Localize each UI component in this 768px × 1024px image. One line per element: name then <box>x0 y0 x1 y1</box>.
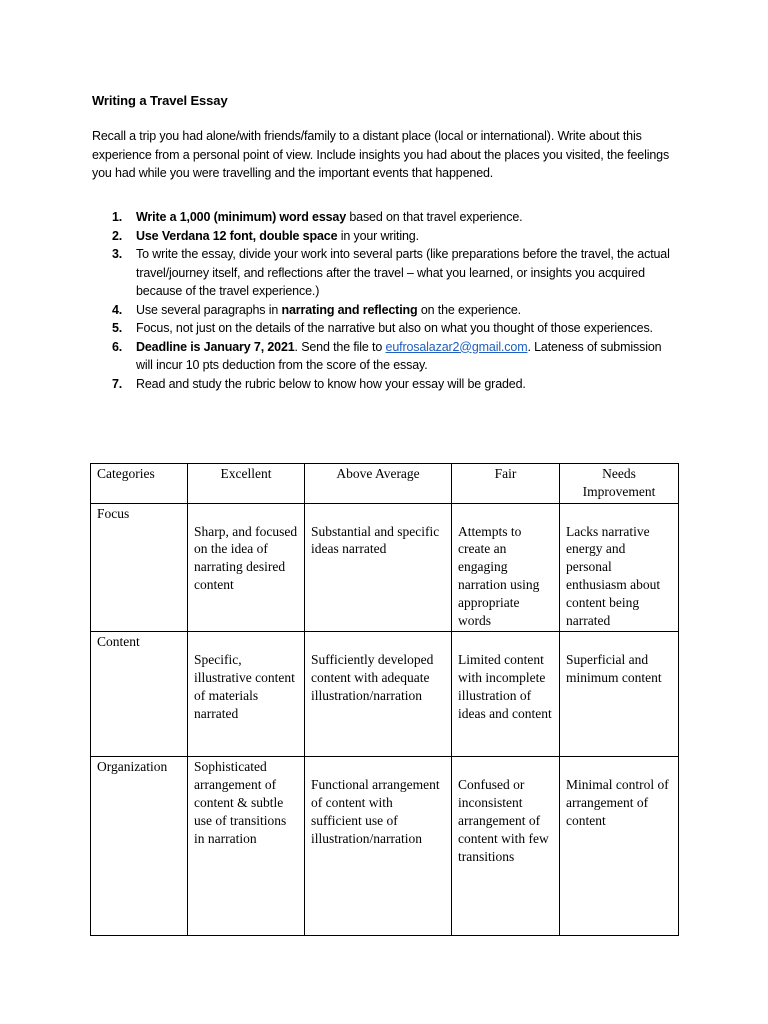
rubric-cell: Sophisticated arrangement of content & subtle use of transitions in narration <box>188 757 305 936</box>
header-above-average: Above Average <box>305 464 452 504</box>
rubric-cell: Sufficiently developed content with adequate illustration/narration <box>305 632 452 757</box>
rubric-cell: Substantial and specific ideas narrated <box>305 503 452 632</box>
email-link[interactable]: eufrosalazar2@gmail.com <box>385 339 528 354</box>
item-number: 6. <box>112 339 123 354</box>
instruction-item: 4. Use several paragraphs in narrating and reflecting on the experience. <box>112 301 677 320</box>
item-number: 2. <box>112 228 123 243</box>
item-number: 1. <box>112 210 123 224</box>
header-fair: Fair <box>452 464 560 504</box>
rubric-cell: Specific, illustrative content of materials narrated <box>188 632 305 757</box>
instruction-item: 7. Read and study the rubric below to know how your essay will be graded. <box>112 375 677 394</box>
category-cell: Organization <box>91 757 188 936</box>
rubric-cell: Lacks narrative energy and personal enthusiasm about content being narrated <box>560 503 679 632</box>
rubric-row-focus <box>91 503 679 632</box>
item-number: 5. <box>112 321 123 335</box>
item-number: 3. <box>112 247 123 261</box>
instruction-item: 5. Focus, not just on the details of the narrative but also on what you thought of those experiences. <box>112 319 677 338</box>
rubric-cell: Superficial and minimum content <box>560 632 679 757</box>
instruction-item: 3. To write the essay, divide your work into several parts (like preparations before the travel, the actual travel/journey itself, and reflections after the travel – what you learned, or insights you acquired because of the travel experience.) <box>112 247 670 298</box>
instruction-item: 2. Use Verdana 12 font, double space in your writing. <box>112 227 677 246</box>
item-number: 4. <box>112 302 123 317</box>
intro-paragraph: Recall a trip you had alone/with friends/family to a distant place (local or international). Write about this experience from a personal point of view. Include insights you had about the places you visited, the feelings you had while you were travelling and the important events that happened. <box>92 129 670 180</box>
rubric-cell: Attempts to create an engaging narration using appropriate words <box>452 503 560 632</box>
rubric-cell: Minimal control of arrangement of content <box>560 757 679 936</box>
rubric-row-organization <box>91 757 679 936</box>
rubric-cell: Functional arrangement of content with sufficient use of illustration/narration <box>305 757 452 936</box>
instruction-item: 6. Deadline is January 7, 2021. Send the file to eufrosalazar2@gmail.com. Lateness of submission will incur 10 pts deduction from the score of the essay. <box>112 339 662 372</box>
rubric-table <box>90 463 679 936</box>
item-number: 7. <box>112 376 123 391</box>
rubric-cell: Sharp, and focused on the idea of narrating desired content <box>188 503 305 632</box>
header-excellent: Excellent <box>188 464 305 504</box>
header-categories: Categories <box>91 464 188 504</box>
rubric-cell: Limited content with incomplete illustration of ideas and content <box>452 632 560 757</box>
category-cell: Focus <box>91 503 188 632</box>
instructions-list <box>112 208 677 393</box>
instruction-item: 1. Write a 1,000 (minimum) word essay based on that travel experience. <box>112 208 677 227</box>
document-title: Writing a Travel Essay <box>92 93 228 108</box>
rubric-cell: Confused or inconsistent arrangement of content with few transitions <box>452 757 560 936</box>
category-cell: Content <box>91 632 188 757</box>
rubric-row-content <box>91 632 679 757</box>
header-needs-improvement: Needs Improvement <box>560 464 679 504</box>
rubric-header-row <box>91 464 679 504</box>
